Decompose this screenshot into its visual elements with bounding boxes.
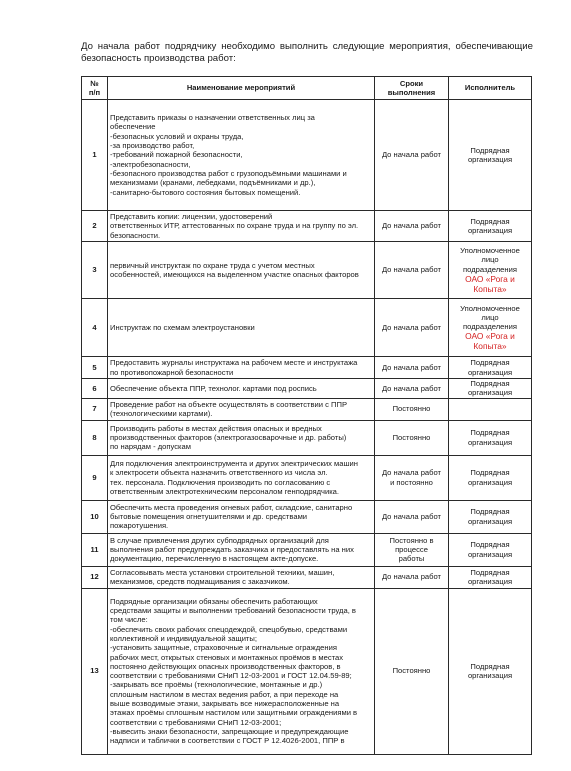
row-term <box>375 533 449 566</box>
row-term <box>375 211 449 242</box>
text-line: организация <box>467 477 513 487</box>
text-line: -обеспечить своих рабочих спецодеждой, спецобувью, средствами <box>110 624 348 634</box>
text-line: Подрядная <box>470 145 510 155</box>
text-line: Представить приказы о назначении ответственных лиц за <box>110 113 315 123</box>
row-measure <box>108 420 375 455</box>
text-line: работы <box>398 554 425 564</box>
row-term <box>375 588 449 754</box>
text-line: Подрядная <box>470 468 510 478</box>
row-number: 3 <box>82 242 108 299</box>
text-line: Подрядная <box>470 428 510 438</box>
text-line: соответствии с требованиями СНиП 12-03-2001; <box>110 717 282 727</box>
table-header-row <box>82 77 532 100</box>
row-executor <box>449 420 532 455</box>
intro-paragraph: До начала работ подрядчику необходимо выполнить следующие мероприятия, обеспечивающие безопасность производства работ: <box>81 41 533 64</box>
text-line: Постоянно <box>392 404 431 414</box>
row-term <box>375 398 449 420</box>
text-line: ответственных ИТР, аттестованных по охране труда и на группу по эл. <box>110 221 359 231</box>
text-line: Копыта» <box>473 341 507 352</box>
text-line: В случае привлечения других субподрядных организаций для <box>110 535 329 545</box>
table-row <box>82 588 532 754</box>
text-line: Подрядная <box>470 507 510 517</box>
text-line: пожаротушения. <box>110 521 169 531</box>
text-line: До начала работ <box>381 362 442 372</box>
row-measure <box>108 357 375 379</box>
text-line: Подрядная <box>470 567 510 577</box>
text-line: -за производство работ, <box>110 141 195 151</box>
row-measure <box>108 588 375 754</box>
text-line: организация <box>467 388 513 398</box>
text-line: До начала работ <box>381 468 442 478</box>
text-line: механизмов, средств подмащивания с заказчиком. <box>110 577 290 587</box>
text-line: выше возводимые этажи, закрывать все нижерасположенные на <box>110 698 340 708</box>
table-row <box>82 566 532 588</box>
row-executor <box>449 242 532 299</box>
text-line: № <box>90 78 99 88</box>
row-number: 4 <box>82 299 108 357</box>
text-line: -вывесить знаки безопасности, запрещающие и предупреждающие <box>110 726 349 736</box>
text-line: организация <box>467 437 513 447</box>
header-measures <box>108 77 375 100</box>
text-line: и постоянно <box>390 477 433 487</box>
table-row <box>82 379 532 399</box>
text-line: Инструктаж по схемам электроустановки <box>110 322 255 332</box>
text-line: документацию, перечисленную в настоящем акте-допуске. <box>110 554 319 564</box>
row-term <box>375 455 449 500</box>
text-line: сплошным настилом в местах ведения работ, а при переходе на <box>110 689 339 699</box>
text-line: Уполномоченное <box>460 303 520 313</box>
row-number: 6 <box>82 379 108 399</box>
text-line: этажах проёмы сплошным настилом или защитными ограждениями в <box>110 708 358 718</box>
text-line: Сроки <box>399 78 424 88</box>
text-line: Подрядная <box>470 661 510 671</box>
table-row <box>82 299 532 357</box>
row-executor <box>449 455 532 500</box>
text-line: Наименование мероприятий <box>186 83 296 93</box>
row-term <box>375 100 449 211</box>
text-line: организация <box>467 226 513 235</box>
text-line: процессе <box>395 544 428 554</box>
row-term <box>375 420 449 455</box>
text-line: организация <box>467 671 513 681</box>
text-line: -электробезопасности, <box>110 159 191 169</box>
text-line: Для подключения электроинструмента и других электрических машин <box>110 459 358 468</box>
text-line: -безопасных условий и охраны труда, <box>110 131 244 141</box>
row-measure <box>108 566 375 588</box>
table-row <box>82 242 532 299</box>
text-line: ответственным электротехническим персоналом генподрядчика. <box>110 486 340 496</box>
text-line: безопасности. <box>110 230 161 240</box>
text-line: Уполномоченное <box>460 246 520 256</box>
row-measure <box>108 398 375 420</box>
text-line: -санитарно-бытового состояния бытовых помещений. <box>110 187 301 197</box>
table-row <box>82 211 532 242</box>
text-line: Подрядные организации обязаны обеспечить работающих <box>110 596 318 606</box>
row-executor <box>449 379 532 399</box>
row-number: 2 <box>82 211 108 242</box>
row-number: 5 <box>82 357 108 379</box>
text-line: Представить копии: лицензии, удостоверений <box>110 212 273 222</box>
row-executor <box>449 357 532 379</box>
row-measure <box>108 379 375 399</box>
text-line: тех. персонала. Подключения производить по согласованию с <box>110 477 331 487</box>
text-line: До начала работ <box>381 150 442 160</box>
text-line: средствами защиты и выполнении требований безопасности труда, в <box>110 606 356 616</box>
row-measure <box>108 211 375 242</box>
row-measure <box>108 500 375 533</box>
text-line: ОАО «Рога и <box>465 331 515 342</box>
text-line: -безопасного производства работ с грузоподъёмными машинами и <box>110 168 347 178</box>
row-number: 8 <box>82 420 108 455</box>
text-line: (технологическими картами). <box>110 409 213 419</box>
text-line: До начала работ <box>381 265 442 275</box>
text-line: организация <box>467 155 513 164</box>
table-row <box>82 455 532 500</box>
text-line: надписи и таблички в соответствии с ГОСТ Р 12.4026-2001, ППР в <box>110 736 345 746</box>
text-line: Постоянно в <box>389 535 434 545</box>
table-row <box>82 100 532 211</box>
text-line: подразделения <box>463 322 517 332</box>
text-line: -установить защитные, страховочные и сигнальные ограждения <box>110 643 337 653</box>
text-line: первичный инструктаж по охране труда с учетом местных <box>110 260 315 270</box>
text-line: Постоянно <box>392 666 431 676</box>
text-line: Согласовывать места установки строительной техники, машин, <box>110 567 335 577</box>
row-executor <box>449 100 532 211</box>
text-line: Подрядная <box>470 358 510 368</box>
text-line: выполнения <box>387 88 436 97</box>
table-row <box>82 533 532 566</box>
text-line: -закрывать все проёмы (технологические, монтажные и др.) <box>110 680 323 690</box>
text-line: Копыта» <box>473 283 507 294</box>
text-line: бытовые помещения огнетушителями и др. средствами <box>110 511 308 521</box>
text-line: До начала работ <box>381 221 442 231</box>
text-line: организация <box>467 577 513 587</box>
text-line: До начала работ <box>381 572 442 582</box>
table-row <box>82 398 532 420</box>
text-line: Проведение работ на объекте осуществлять в соответствии с ППР <box>110 399 348 409</box>
text-line: производственных факторов (электрогазосварочные и др. работы) <box>110 432 347 442</box>
text-line: Постоянно <box>392 432 431 442</box>
row-number: 10 <box>82 500 108 533</box>
row-term <box>375 566 449 588</box>
row-measure <box>108 242 375 299</box>
text-line: До начала работ <box>381 511 442 521</box>
row-measure <box>108 533 375 566</box>
text-line: организация <box>467 516 513 526</box>
text-line: Производить работы в местах действия опасных и вредных <box>110 423 322 433</box>
row-measure <box>108 455 375 500</box>
text-line: выполнения работ предупреждать заказчика и предоставлять на них <box>110 544 354 554</box>
row-number: 1 <box>82 100 108 211</box>
row-measure <box>108 100 375 211</box>
row-term <box>375 379 449 399</box>
row-number: 9 <box>82 455 108 500</box>
text-line: Подрядная <box>470 379 510 388</box>
text-line: До начала работ <box>381 383 442 393</box>
text-line: лицо <box>481 255 499 265</box>
row-number: 12 <box>82 566 108 588</box>
row-term <box>375 357 449 379</box>
text-line: Обеспечить места проведения огневых работ, складские, санитарно <box>110 502 353 512</box>
table-row <box>82 357 532 379</box>
text-line: Подрядная <box>470 540 510 550</box>
text-line: рабочих мест, открытых стеновых и монтажных проёмов в местах <box>110 652 344 662</box>
text-line: обеспечение <box>110 122 156 132</box>
row-executor <box>449 211 532 242</box>
text-line: подразделения <box>463 264 517 274</box>
text-line: Обеспечение объекта ППР, технолог. картами под роспись <box>110 383 317 393</box>
table-row <box>82 500 532 533</box>
row-measure <box>108 299 375 357</box>
row-number: 7 <box>82 398 108 420</box>
text-line: особенностей, имеющихся на выделенном участке опасных факторов <box>110 270 359 279</box>
text-line: постоянно действующих опасных производственных факторов, в <box>110 661 341 671</box>
text-line: ОАО «Рога и <box>465 273 515 284</box>
header-terms <box>375 77 449 100</box>
row-executor <box>449 500 532 533</box>
header-number <box>82 77 108 100</box>
text-line: -требований пожарной безопасности, <box>110 150 243 160</box>
row-term <box>375 299 449 357</box>
row-executor <box>449 566 532 588</box>
text-line: лицо <box>481 312 499 322</box>
row-term <box>375 500 449 533</box>
row-term <box>375 242 449 299</box>
text-line: организация <box>467 367 513 377</box>
measures-table <box>81 76 532 755</box>
text-line: механизмами (кранами, лебедками, подъёмниками и др.), <box>110 178 316 188</box>
row-number: 11 <box>82 533 108 566</box>
table-row <box>82 420 532 455</box>
header-executor <box>449 77 532 100</box>
text-line: п/п <box>88 88 101 97</box>
text-line: по нарядам - допускам <box>110 442 191 452</box>
row-executor <box>449 588 532 754</box>
row-executor <box>449 398 532 420</box>
text-line: Подрядная <box>470 216 510 226</box>
text-line: коллективной и индивидуальной защиты; <box>110 633 257 643</box>
text-line: том числе: <box>110 615 148 625</box>
row-executor <box>449 533 532 566</box>
text-line: по противопожарной безопасности <box>110 367 234 377</box>
text-line: соответствии с требованиями СНиП 12-03-2001 и ГОСТ 12.04.59-89; <box>110 671 352 681</box>
text-line: организация <box>467 549 513 559</box>
text-line: Исполнитель <box>464 83 516 93</box>
text-line: До начала работ <box>381 322 442 332</box>
text-line: Предоставить журналы инструктажа на рабочем месте и инструктажа <box>110 358 358 368</box>
row-number: 13 <box>82 588 108 754</box>
row-executor <box>449 299 532 357</box>
text-line: к электросети объекта назначить ответственного из числа эл. <box>110 468 328 478</box>
